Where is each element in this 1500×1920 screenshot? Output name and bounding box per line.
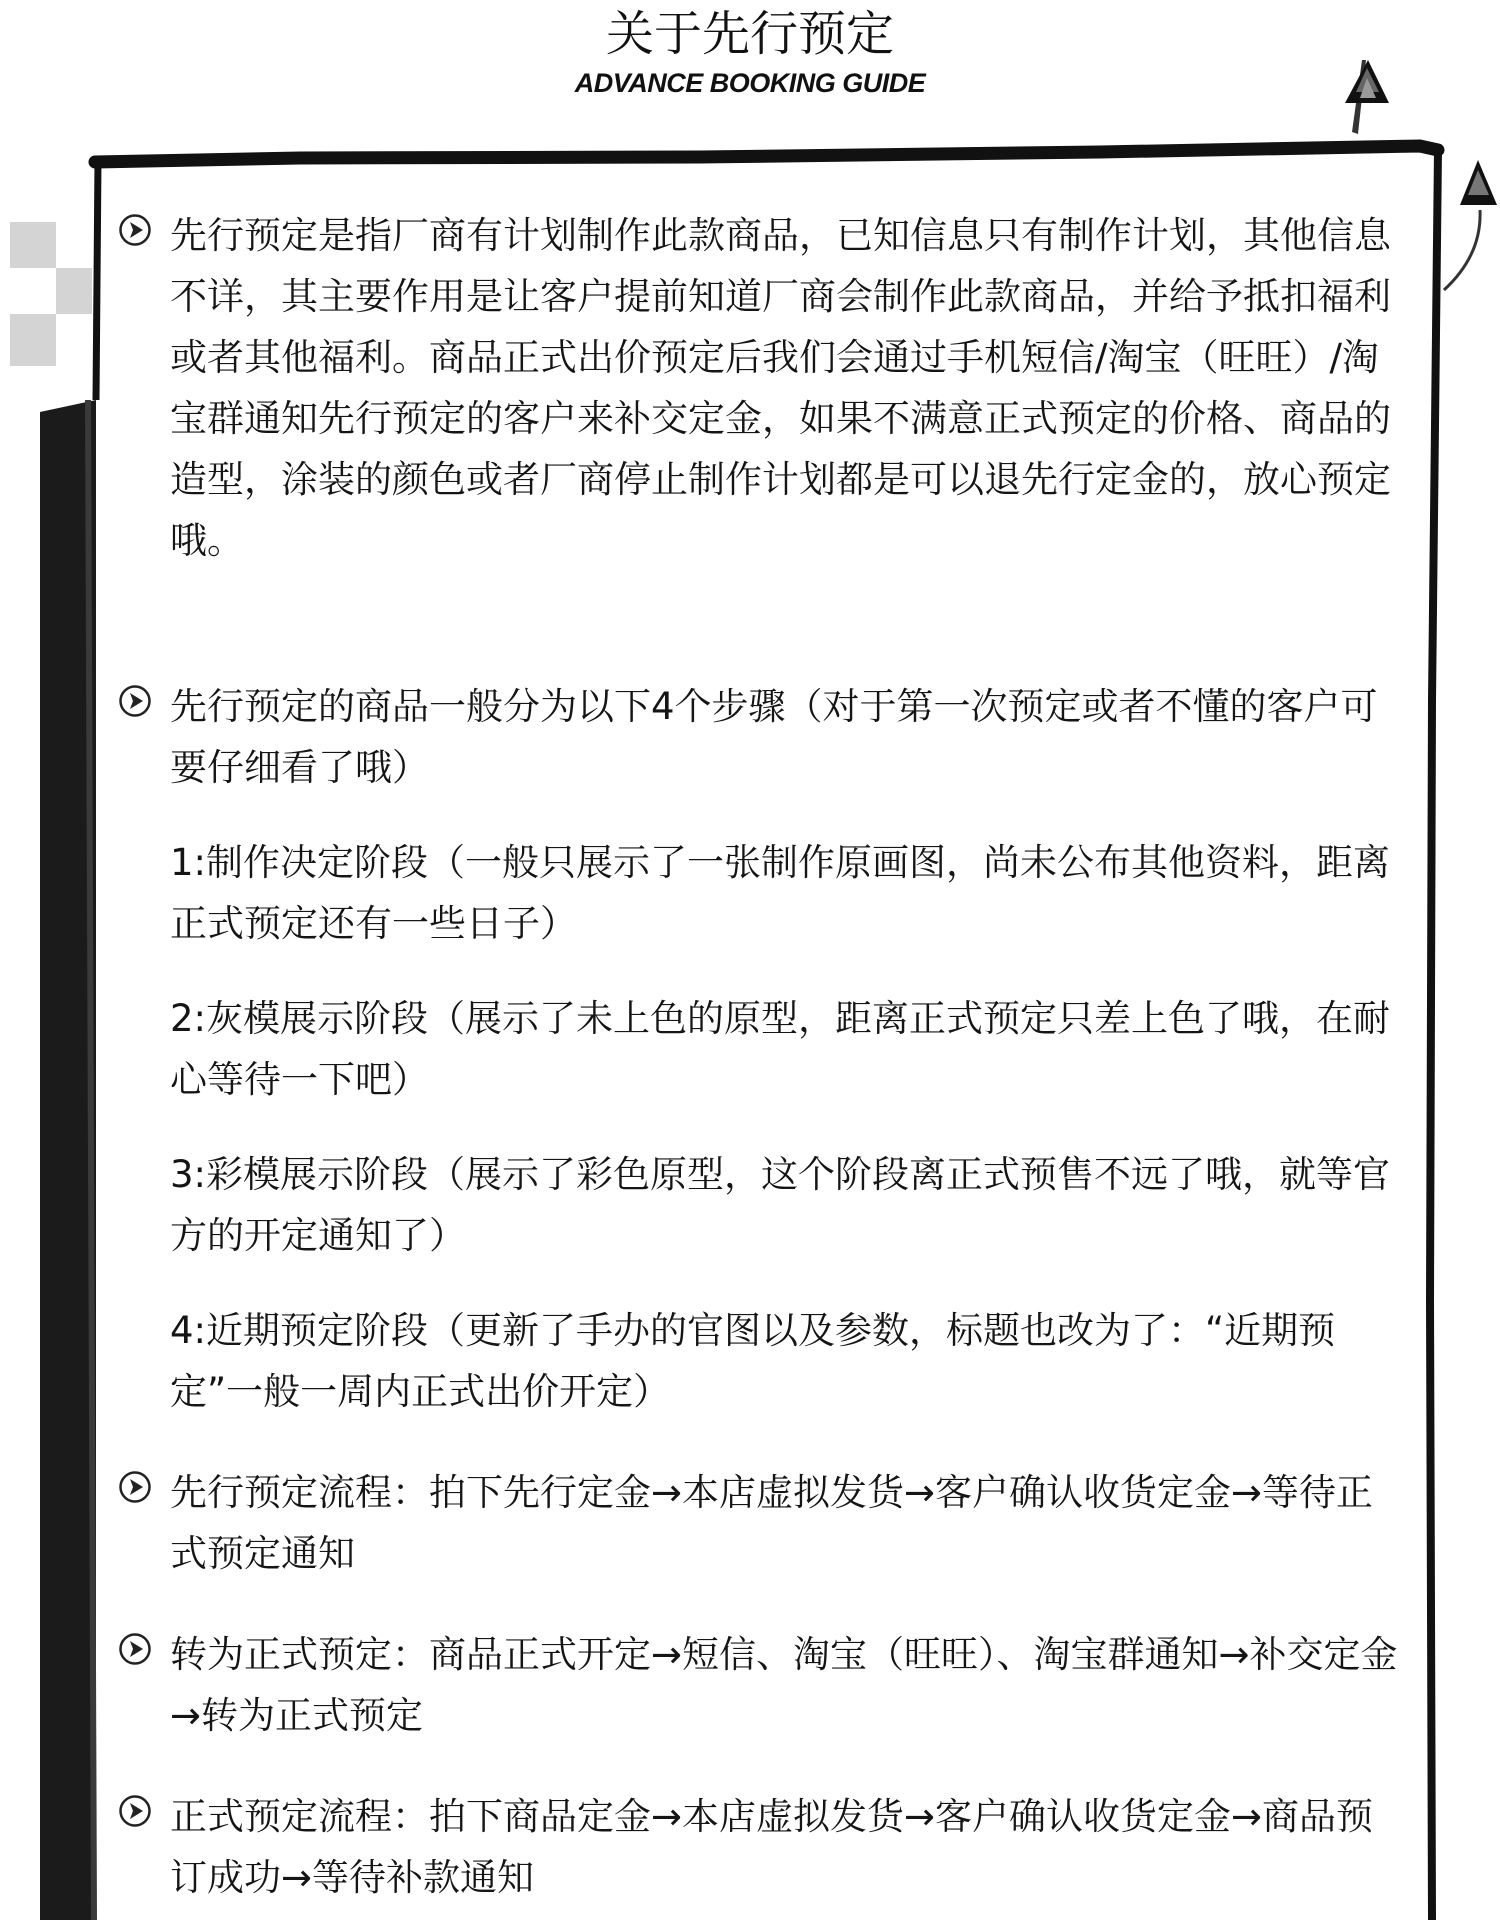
formal-flow-text: 正式预定流程：拍下商品定金→本店虚拟发货→客户确认收货定金→商品预订成功→等待补款通知 [170,1795,1374,1899]
steps-section [110,676,1400,798]
pine-tree-icon [1444,160,1497,290]
frame-top-edge [95,146,1438,162]
circle-arrow-right-icon [118,1470,152,1504]
step-item-4: 4:近期预定阶段（更新了手办的官图以及参数，标题也改为了：“近期预定”一般一周内正式出价开定） [170,1309,1336,1413]
page-subtitle: ADVANCE BOOKING GUIDE [574,68,926,98]
pine-tree-icon [1345,60,1389,134]
intro-text: 先行预定是指厂商有计划制作此款商品，已知信息只有制作计划，其他信息不详，其主要作用是让客户提前知道厂商会制作此款商品，并给予抵扣福利或者其他福利。商品正式出价预定后我们会通过手机短信/淘宝（旺旺）/淘宝群通知先行预定的客户来补交定金，如果不满意正式预定的价格、商品的造型，涂装的颜色或者厂商停止制作计划都是可以退先行定金的，放心预定哦。 [170,214,1391,562]
intro-section [110,205,1400,571]
formal-flow-section [110,1786,1400,1908]
steps-heading: 先行预定的商品一般分为以下4个步骤（对于第一次预定或者不懂的客户可要仔细看了哦） [170,685,1378,789]
convert-flow-section [110,1624,1400,1746]
circle-arrow-right-icon [118,1632,152,1666]
circle-arrow-right-icon [118,213,152,247]
frame-right-edge [1430,150,1438,1920]
circle-arrow-right-icon [118,1794,152,1828]
circle-arrow-right-icon [118,684,152,718]
frame-left-edge [96,160,98,400]
advance-flow-text: 先行预定流程：拍下先行定金→本店虚拟发货→客户确认收货定金→等待正式预定通知 [170,1471,1374,1575]
advance-flow-section [110,1462,1400,1584]
guide-content [110,205,1400,1908]
step-item-2: 2:灰模展示阶段（展示了未上色的原型，距离正式预定只差上色了哦，在耐心等待一下吧） [170,997,1391,1101]
page-title: 关于先行预定 [605,6,894,62]
step-item-1: 1:制作决定阶段（一般只展示了一张制作原画图，尚未公布其他资料，距离正式预定还有一些日子） [170,841,1391,945]
convert-flow-text: 转为正式预定：商品正式开定→短信、淘宝（旺旺）、淘宝群通知→补交定金→转为正式预定 [170,1633,1398,1737]
step-item-3: 3:彩模展示阶段（展示了彩色原型，这个阶段离正式预售不远了哦，就等官方的开定通知了） [170,1153,1391,1257]
